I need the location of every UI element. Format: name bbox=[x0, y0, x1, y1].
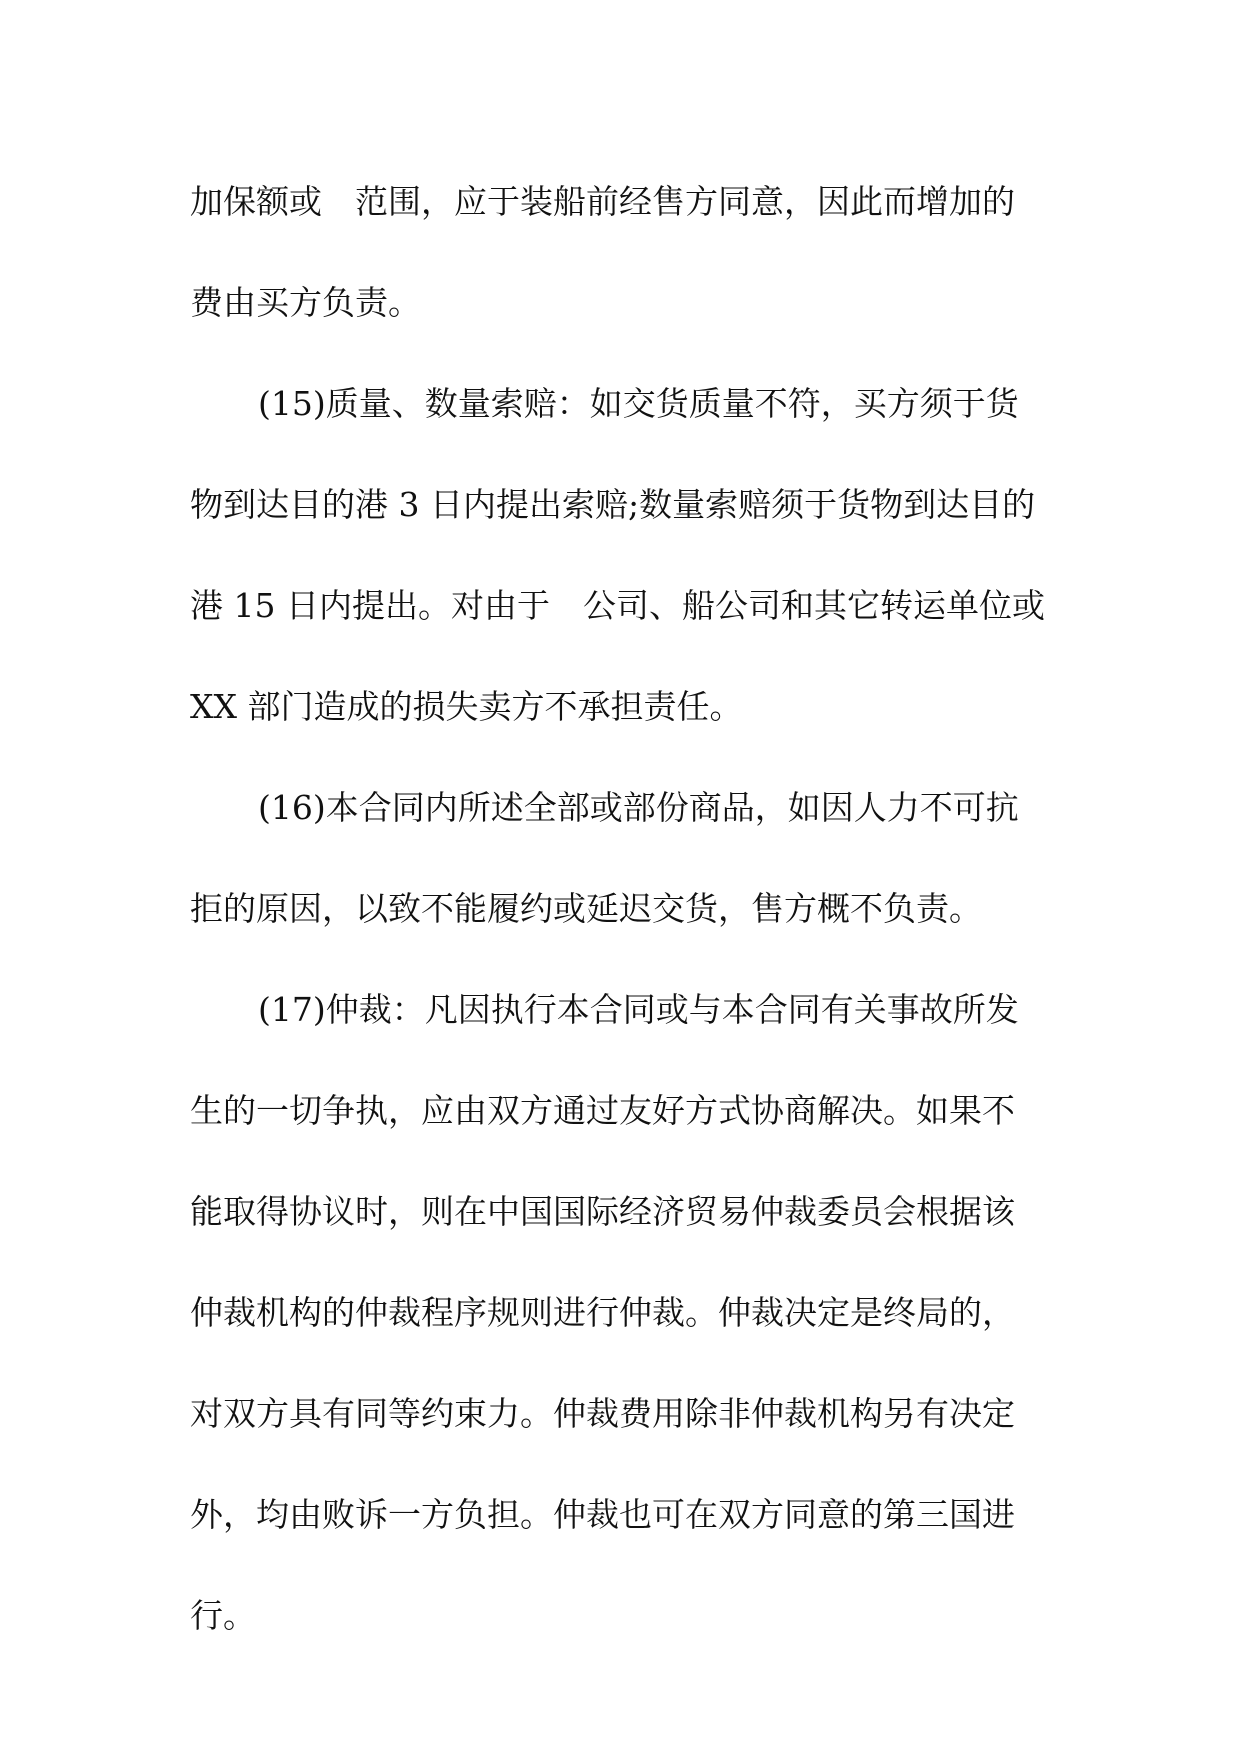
text-line: XX 部门造成的损失卖方不承担责任。 bbox=[190, 687, 743, 726]
text-line: 外，均由败诉一方负担。仲裁也可在双方同意的第三国进 bbox=[190, 1495, 1015, 1534]
text-line: 生的一切争执，应由双方通过友好方式协商解决。如果不 bbox=[190, 1091, 1015, 1130]
paragraph-17-start: (17)仲裁：凡因执行本合同或与本合同有关事故所发 bbox=[258, 990, 1019, 1029]
text-line: 行。 bbox=[190, 1596, 256, 1635]
text-line: 能取得协议时，则在中国国际经济贸易仲裁委员会根据该 bbox=[190, 1192, 1015, 1231]
text-line: 对双方具有同等约束力。仲裁费用除非仲裁机构另有决定 bbox=[190, 1394, 1015, 1433]
text-line: 费由买方负责。 bbox=[190, 283, 421, 322]
paragraph-15-start: (15)质量、数量索赔：如交货质量不符，买方须于货 bbox=[258, 384, 1019, 423]
paragraph-16-start: (16)本合同内所述全部或部份商品，如因人力不可抗 bbox=[258, 788, 1019, 827]
text-line: 港 15 日内提出。对由于 公司、船公司和其它转运单位或 bbox=[190, 586, 1045, 625]
text-line: 加保额或 范围，应于装船前经售方同意，因此而增加的 bbox=[190, 182, 1015, 221]
text-line: 仲裁机构的仲裁程序规则进行仲裁。仲裁决定是终局的， bbox=[190, 1293, 1015, 1332]
text-line: 物到达目的港 3 日内提出索赔;数量索赔须于货物到达目的 bbox=[190, 485, 1036, 524]
text-line: 拒的原因，以致不能履约或延迟交货，售方概不负责。 bbox=[190, 889, 982, 928]
